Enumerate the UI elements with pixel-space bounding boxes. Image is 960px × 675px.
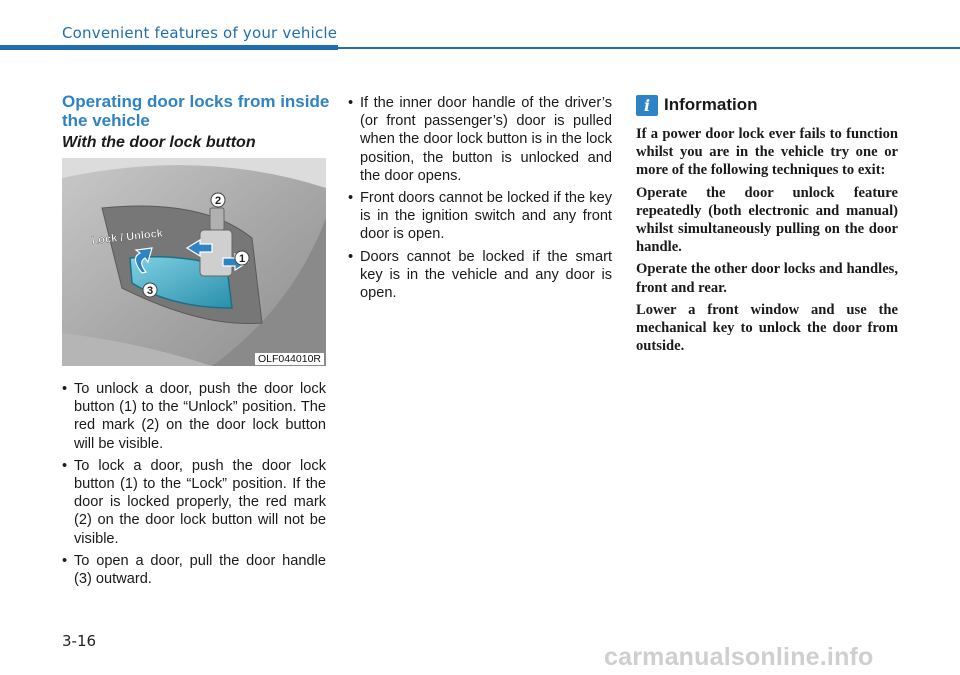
door-lock-illustration (62, 158, 326, 366)
lock-unlock-label: Lock / Unlock (91, 227, 164, 247)
information-body (636, 125, 898, 359)
marker-1: 1 (238, 253, 246, 265)
header-rule (338, 47, 960, 49)
lock-button-top (210, 208, 224, 230)
sub-heading: With the door lock button (62, 134, 256, 151)
list-item: • Doors cannot be locked if the smart key is in the vehicle and any door is open. (348, 248, 612, 303)
info-paragraph: If a power door lock ever fails to function whilst you are in the vehicle try one or more of the following techniques to exit: (636, 126, 898, 179)
list-item: • To open a door, pull the door handle (3) outward. (62, 552, 326, 588)
info-paragraph: Lower a front window and use the mechanical key to unlock the door from outside. (636, 301, 898, 355)
list-item: • If the inner door handle of the driver’s (or front passenger’s) door is pulled when the door lock button is in the lock position, the button is unlocked and the door opens. (348, 94, 612, 185)
left-column-bullets (62, 380, 326, 592)
list-item: • Front doors cannot be locked if the key is in the ignition switch and any front door is open. (348, 189, 612, 244)
left-bullet-list (62, 380, 326, 588)
info-paragraph: Operate the other door locks and handles, front and rear. (636, 261, 898, 296)
middle-column-bullets (348, 94, 612, 306)
list-item: • To lock a door, push the door lock button (1) to the “Lock” position. If the door is locked properly, the red mark (2) on the door lock button will not be visible. (62, 457, 326, 548)
watermark: carmanualsonline.info (604, 643, 874, 671)
middle-bullet-list (348, 94, 612, 302)
page-number: 3-16 (62, 632, 97, 650)
door-lock-button (200, 230, 232, 276)
door-panel-drawing (62, 158, 326, 366)
information-header (636, 94, 758, 116)
information-title: Information (664, 95, 758, 114)
marker-3: 3 (146, 285, 154, 297)
info-icon: i (636, 95, 658, 116)
list-item: • To unlock a door, push the door lock button (1) to the “Unlock” position. The red mark (2) on the door lock button will be visible. (62, 380, 326, 453)
info-paragraph: Operate the door unlock feature repeatedly (both electronic and manual) whilst simultaneously pulling on the door handle. (636, 184, 898, 256)
header-bar-thick (0, 45, 338, 50)
figure-code: OLF044010R (255, 353, 324, 365)
running-header-title: Convenient features of your vehicle (62, 24, 338, 42)
marker-2: 2 (214, 195, 222, 207)
section-heading: Operating door locks from inside the vehicle (62, 92, 330, 130)
